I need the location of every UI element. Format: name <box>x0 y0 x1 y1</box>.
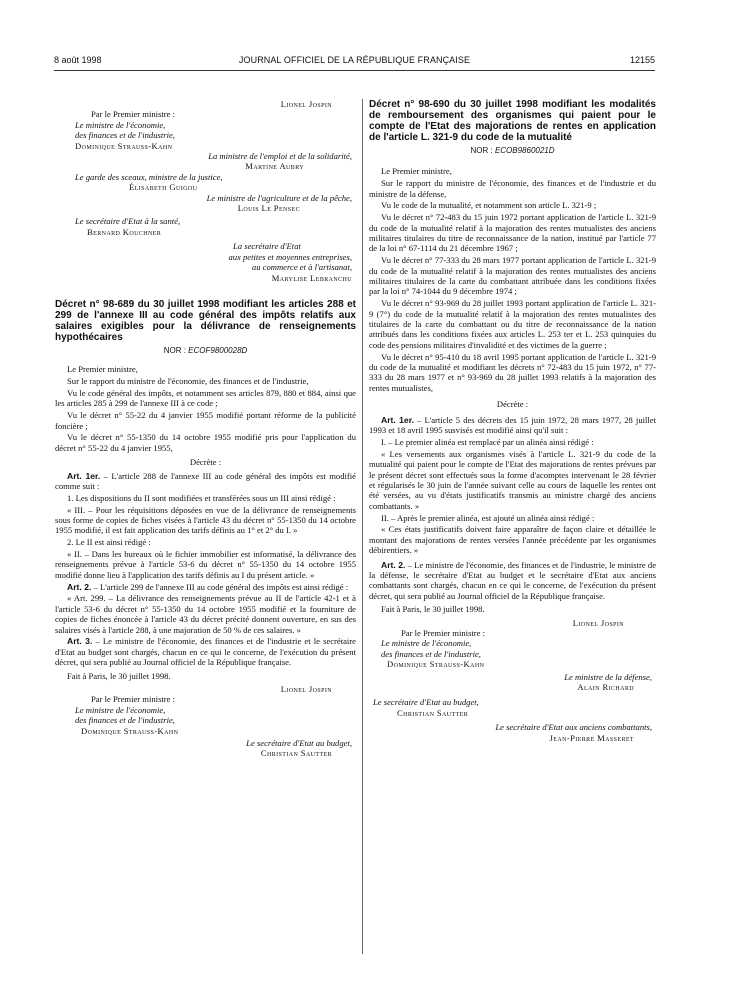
quoted-text: « Art. 299. – La délivrance des renseignements prévue au II de l'article 42-1 et à l'article 53-6 du décret n° 55-1350 du 14 octobre 1955 modifié et la fourniture de copies de fiches énoncée à l'article 43 du décret précité donnent ouverture, en sus des salaires visés à l'article 288, à une majoration de 50 % de ces salaires. » <box>55 593 356 635</box>
preamble-line: Vu le décret n° 95-410 du 18 avril 1995 portant application de l'article L. 321-9 du code de la mutualité et modifiant les décrets n° 72-483 du 15 juin 1972, n° 77-333 du 28 mars 1977 et n° 93-969 du 28 juillet 1993 relatifs à la majoration des rentes mutualistes, <box>369 351 656 393</box>
signature-name: Christian Sautter <box>260 748 332 759</box>
article-1 <box>369 415 656 436</box>
quoted-text: « Les versements aux organismes visés à l'article L. 321-9 du code de la mutualité qui paient pour le compte de l'Etat des majorations de rentes prévues par le présent décret sont effectués sous la forme d'acomptes intervenant le 28 février et régularisés le 30 juin de l'année suivant celle au cours de laquelle les rentes ont été versées, au vu d'états justificatifs transmis au ministre chargé des anciens combattants. » <box>369 448 656 511</box>
signature-title: Le ministre de la défense, <box>564 671 652 682</box>
signature-name: Dominique Strauss-Kahn <box>81 725 179 736</box>
nor-reference <box>55 346 356 356</box>
nor-code: ECOF9800028D <box>188 345 248 355</box>
signature-name: Lionel Jospin <box>280 99 332 109</box>
signature-title: Le ministre de l'économie, <box>75 704 166 715</box>
preceding-decree-signatures <box>55 99 356 283</box>
article-text: – L'article 5 des décrets des 15 juin 1972, 28 mars 1977, 28 juillet 1993 et 18 avril 1995 susvisés est modifié ainsi qu'il suit : <box>369 414 656 436</box>
preamble-line: Vu le décret n° 77-333 du 28 mars 1977 portant application de l'article L. 321-9 du code de la mutualité relatif à la majoration des rentes mutualistes des anciens militaires titulaires de la carte du combattant attribuée dans les conditions fixées par la loi n° 74-1044 du 9 décembre 1974 ; <box>369 255 656 297</box>
signature-title: Le ministre de l'agriculture et de la pêche, <box>206 192 352 203</box>
signature-title: Le secrétaire d'Etat aux anciens combattants, <box>495 722 652 733</box>
signature-title: La ministre de l'emploi et de la solidarité, <box>208 151 352 162</box>
article-label: Art. 2. <box>67 581 92 592</box>
decrete-heading: Décrète : <box>189 457 222 468</box>
signature-title: aux petites et moyennes entreprises, <box>228 251 352 262</box>
signature-title: Le ministre de l'économie, <box>381 638 472 649</box>
article-label: Art. 2. <box>381 559 406 570</box>
signature-name: Marylise Lebranchu <box>271 272 352 283</box>
signature-name: Martine Aubry <box>245 161 304 172</box>
article-text: – L'article 288 de l'annexe III au code général des impôts est modifié comme suit : <box>55 470 356 491</box>
preamble-line: Le Premier ministre, <box>381 166 452 177</box>
signature-name: Bernard Kouchner <box>87 226 162 237</box>
signature-name: Lionel Jospin <box>572 617 624 628</box>
nor-code: ECOB9860021D <box>494 146 555 155</box>
preamble-line: Le Premier ministre, <box>67 364 138 375</box>
quoted-text: « II. – Dans les bureaux où le fichier immobilier est informatisé, la délivrance des renseignements prévue à l'article 53-6 du décret n° 55-1350 du 14 octobre 1955 modifié donne lieu à l'application des tarifs définis au I du présent article. » <box>55 548 356 580</box>
preamble-line: Vu le décret n° 55-1350 du 14 octobre 1955 modifié pris pour l'application du décret n° 55-22 du 4 janvier 1955, <box>55 432 356 453</box>
signature-label: Par le Premier ministre : <box>401 627 486 638</box>
signature-name: Élisabeth Guigou <box>129 182 198 193</box>
left-column <box>55 99 356 759</box>
decree-98-689 <box>55 299 356 759</box>
article-label: Art. 1er. <box>381 414 414 425</box>
preamble-line: Sur le rapport du ministre de l'économie, des finances et de l'industrie, <box>67 376 309 387</box>
signature-name: Lionel Jospin <box>280 683 332 694</box>
signature-name: Christian Sautter <box>397 707 469 718</box>
header-rule <box>54 70 655 71</box>
signature-title: au commerce et à l'artisanat, <box>251 262 352 273</box>
signature-title: Le secrétaire d'Etat à la santé, <box>75 216 181 227</box>
article-text: – Le ministre de l'économie, des finances et de l'industrie et le secrétaire d'Etat au budget sont chargés, chacun en ce qui le concerne, de l'exécution du présent décret, qui sera publié au Journal officiel de la République française. <box>55 636 356 668</box>
paragraph: II. – Après le premier alinéa, est ajouté un alinéa ainsi rédigé : <box>381 512 595 523</box>
signature-label: Par le Premier ministre : <box>91 109 176 120</box>
decree-title: Décret n° 98-690 du 30 juillet 1998 modifiant les modalités de remboursement des organismes qui paient pour le compte de l'Etat des majorations de rentes en application de l'article L. 321-9 du code de la mutualité <box>369 99 656 143</box>
nor-reference <box>369 146 656 156</box>
nor-label: NOR : <box>470 146 493 155</box>
article-2 <box>369 560 656 602</box>
paragraph: 2. Le II est ainsi rédigé : <box>67 537 151 548</box>
article-text: – L'article 299 de l'annexe III au code général des impôts est ainsi rédigé : <box>91 581 349 592</box>
signature-title: des finances et de l'industrie, <box>381 648 481 659</box>
header-date: 8 août 1998 <box>54 55 102 65</box>
article-text: – Le ministre de l'économie, des finances et de l'industrie, le ministre de la défense, le secrétaire d'Etat au budget et le secrétaire d'Etat aux anciens combattants sont chargés, chacun en ce qui le concerne, de l'exécution du présent décret, qui sera publié au Journal officiel de la République française. <box>369 559 657 601</box>
column-divider <box>362 99 363 954</box>
signature-name: Jean-Pierre Masseret <box>549 732 634 743</box>
fait-a-paris: Fait à Paris, le 30 juillet 1998. <box>67 670 171 681</box>
signature-title: Le garde des sceaux, ministre de la justice, <box>75 171 223 182</box>
preamble-line: Vu le code de la mutualité, et notamment son article L. 321-9 ; <box>381 200 597 211</box>
article-2 <box>55 582 356 592</box>
preamble-line: Vu le décret n° 55-22 du 4 janvier 1955 modifié portant réforme de la publicité foncière ; <box>55 410 356 431</box>
preamble-line: Vu le décret n° 93-969 du 28 juillet 1993 portant application de l'article L. 321-9 (7°) du code de la mutualité relatif à la majoration des rentes mutualistes des titulaires de la carte du combattant ou du titre de reconnaissance de la nation attribués dans les conditions fixées aux articles L. 253 ter et L. 253 quinquies du code des pensions militaires d'invalidité et des victimes de la guerre ; <box>369 298 656 350</box>
signature-name: Dominique Strauss-Kahn <box>75 140 173 151</box>
preamble-line: Vu le décret n° 72-483 du 15 juin 1972 portant application de l'article L. 321-9 du code de la mutualité relatif à la majoration des rentes mutualistes des anciens militaires titulaires du titre de reconnaissance de la nation, institué par l'article 77 de la loi n° 67-1114 du 21 décembre 1967 ; <box>369 212 656 254</box>
decree-title: Décret n° 98-689 du 30 juillet 1998 modifiant les articles 288 et 299 de l'annexe III au code général des impôts relatifs aux salaires exigibles pour la délivrance de renseignements hypothécaires <box>55 298 356 343</box>
signature-title: La secrétaire d'Etat <box>233 241 301 252</box>
signature-title: des finances et de l'industrie, <box>75 130 175 141</box>
paragraph: 1. Les dispositions du II sont modifiées et transférées sous un III ainsi rédigé : <box>67 492 336 503</box>
quoted-text: « III. – Pour les réquisitions déposées en vue de la délivrance de renseignements sous forme de copies de fiches visées à l'article 43 du décret n° 55-1350 du 14 octobre 1955 modifié, il est fait application des tarifs définis au 1° et 2° du I. » <box>55 504 356 536</box>
signature-title: Le ministre de l'économie, <box>75 119 166 130</box>
signature-title: des finances et de l'industrie, <box>75 715 175 726</box>
article-label: Art. 3. <box>67 636 93 647</box>
article-3 <box>55 636 356 667</box>
header-journal-title: JOURNAL OFFICIEL DE LA RÉPUBLIQUE FRANÇAISE <box>238 55 471 65</box>
article-label: Art. 1er. <box>67 470 101 481</box>
header-page-number: 12155 <box>629 55 655 65</box>
paragraph: I. – Le premier alinéa est remplacé par un alinéa ainsi rédigé : <box>381 436 594 447</box>
preamble-line: Vu le code général des impôts, et notamment ses articles 879, 880 et 884, ainsi que les articles 285 à 299 de l'annexe III à ce code ; <box>55 387 356 409</box>
quoted-text: « Ces états justificatifs doivent faire apparaître de façon claire et détaillée le montant des majorations de rentes versées l'année précédente par les organismes débirentiers. » <box>369 524 656 556</box>
decree-98-690 <box>369 99 656 743</box>
signature-title: Le secrétaire d'Etat au budget, <box>373 697 479 708</box>
page-header <box>54 55 655 69</box>
signature-title: Le secrétaire d'Etat au budget, <box>246 738 352 749</box>
signature-name: Dominique Strauss-Kahn <box>387 659 485 670</box>
preamble-line: Sur le rapport du ministre de l'économie, des finances et de l'industrie et du ministre de la défense, <box>369 178 656 199</box>
decrete-heading: Décrète : <box>496 399 529 410</box>
nor-label: NOR : <box>163 345 186 355</box>
signature-name: Alain Richard <box>577 682 634 692</box>
signature-label: Par le Premier ministre : <box>91 694 176 705</box>
fait-a-paris: Fait à Paris, le 30 juillet 1998. <box>381 604 485 615</box>
article-1 <box>55 471 356 492</box>
signature-name: Louis Le Pensec <box>237 203 300 214</box>
right-column <box>369 99 656 743</box>
